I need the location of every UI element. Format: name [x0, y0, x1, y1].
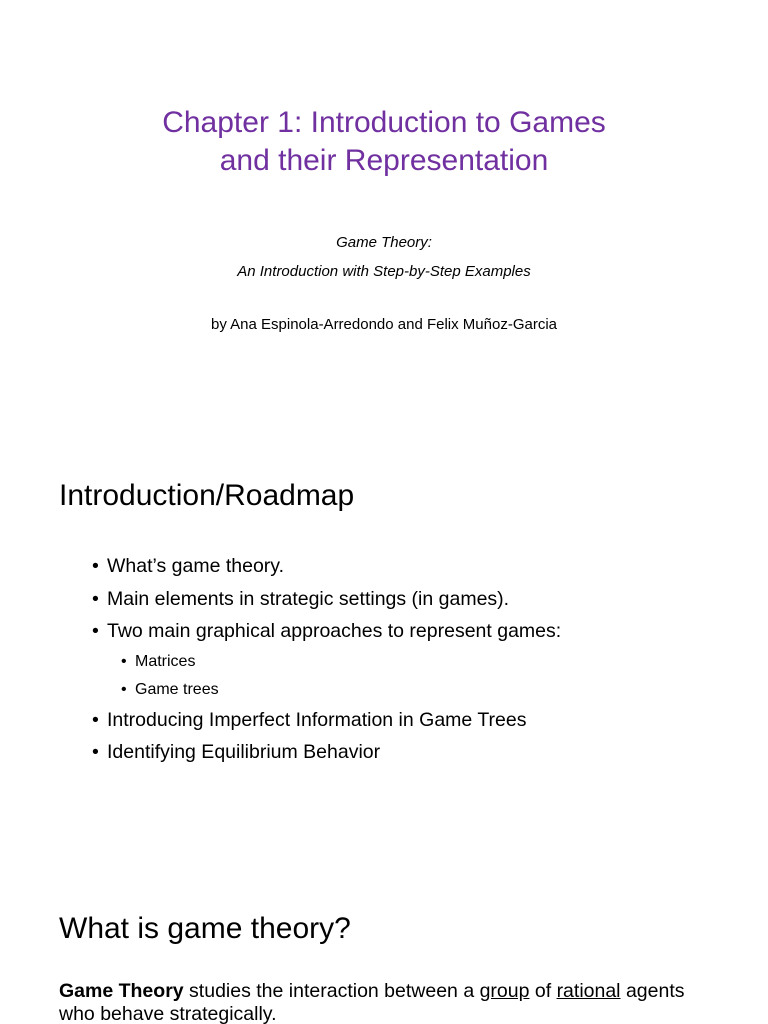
bullet-item: • Introducing Imperfect Information in Game Trees: [92, 704, 561, 737]
definition-text-2: of: [529, 980, 557, 1002]
bullet-item: • Identifying Equilibrium Behavior: [92, 736, 561, 769]
roadmap-heading: Introduction/Roadmap: [59, 479, 355, 512]
bullet-item: • Main elements in strategic settings (in games).: [92, 583, 561, 616]
sub-bullet-item: • Matrices: [121, 648, 561, 676]
chapter-title-line-1: Chapter 1: Introduction to Games: [162, 106, 606, 139]
bullet-item: • Two main graphical approaches to represent games:: [92, 615, 561, 648]
definition-paragraph: [59, 980, 699, 1024]
authors-line: by Ana Espinola-Arredondo and Felix Muñoz-Garcia: [210, 316, 558, 333]
book-title-line-1: Game Theory:: [336, 234, 432, 251]
what-is-heading: What is game theory?: [59, 912, 351, 945]
chapter-title: [0, 104, 768, 180]
roadmap-slide: [0, 430, 768, 860]
keyword-rational: rational: [556, 980, 621, 1002]
title-slide: [0, 0, 768, 430]
sub-bullet-item: • Game trees: [121, 676, 561, 704]
book-title: [0, 228, 768, 286]
book-title-line-2: An Introduction with Step-by-Step Examples: [237, 263, 531, 280]
bullet-item: • What’s game theory.: [92, 550, 561, 583]
what-is-game-theory-slide: [0, 860, 768, 1024]
definition-text-3: agents who behave strategically.: [59, 980, 685, 1024]
roadmap-bullet-list: [92, 550, 561, 769]
definition-text-1: studies the interaction between a: [183, 980, 480, 1002]
keyword-group: group: [479, 980, 530, 1002]
chapter-title-line-2: and their Representation: [219, 144, 549, 177]
definition-term: Game Theory: [59, 980, 184, 1002]
